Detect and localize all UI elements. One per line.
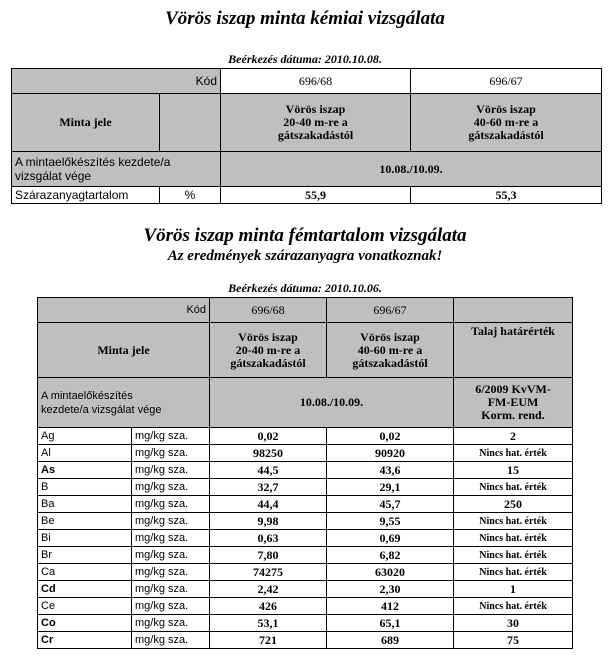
value-cell: 98250: [210, 445, 327, 462]
element-row: [38, 632, 573, 649]
value-cell: 29,1: [327, 479, 454, 496]
limit-cell: 2: [454, 428, 573, 445]
value-cell: 45,7: [327, 496, 454, 513]
value-cell: 721: [210, 632, 327, 649]
soil-limit-header: Talaj határérték: [454, 323, 573, 378]
dry-matter-unit: %: [160, 187, 221, 204]
value-cell: 90920: [327, 445, 454, 462]
arrival-date-2: Beérkezés dátuma: 2010.10.06.: [228, 281, 382, 295]
element-row: [38, 462, 573, 479]
empty-cell: [160, 94, 221, 152]
dry-matter-value: 55,3: [411, 187, 602, 204]
chemical-analysis-table: [11, 68, 602, 204]
code-cell: 696/68: [221, 69, 411, 94]
element-symbol: Cr: [38, 632, 132, 649]
element-row: [38, 496, 573, 513]
unit-cell: mg/kg sza.: [132, 632, 210, 649]
limit-cell: Nincs hat. érték: [454, 564, 573, 581]
element-row: [38, 513, 573, 530]
sample-id-label: Minta jele: [38, 323, 210, 378]
value-cell: 412: [327, 598, 454, 615]
sample-id-row: [12, 94, 602, 152]
unit-cell: mg/kg sza.: [132, 581, 210, 598]
element-symbol: Ba: [38, 496, 132, 513]
limit-cell: Nincs hat. érték: [454, 445, 573, 462]
metal-analysis-subtitle: Az eredmények szárazanyagra vonatkoznak!: [167, 248, 443, 264]
unit-cell: mg/kg sza.: [132, 462, 210, 479]
element-row: [38, 428, 573, 445]
unit-cell: mg/kg sza.: [132, 564, 210, 581]
element-symbol: Cd: [38, 581, 132, 598]
element-symbol: Ce: [38, 598, 132, 615]
limit-cell: Nincs hat. érték: [454, 547, 573, 564]
element-symbol: Be: [38, 513, 132, 530]
value-cell: 53,1: [210, 615, 327, 632]
limit-cell: 1: [454, 581, 573, 598]
element-symbol: B: [38, 479, 132, 496]
unit-cell: mg/kg sza.: [132, 428, 210, 445]
value-cell: 44,4: [210, 496, 327, 513]
unit-cell: mg/kg sza.: [132, 530, 210, 547]
unit-cell: mg/kg sza.: [132, 479, 210, 496]
value-cell: 0,02: [327, 428, 454, 445]
regulation-reference: 6/2009 KvVM- FM-EUM Korm. rend.: [454, 378, 573, 428]
element-row: [38, 547, 573, 564]
limit-cell: Nincs hat. érték: [454, 530, 573, 547]
element-rows: [38, 428, 573, 649]
sample-description: Vörös iszap 20-40 m-re a gátszakadástól: [210, 323, 327, 378]
value-cell: 689: [327, 632, 454, 649]
metal-analysis-title: Vörös iszap minta fémtartalom vizsgálata: [143, 225, 467, 246]
value-cell: 7,80: [210, 547, 327, 564]
value-cell: 63020: [327, 564, 454, 581]
value-cell: 0,63: [210, 530, 327, 547]
sample-description: Vörös iszap 40-60 m-re a gátszakadástól: [327, 323, 454, 378]
unit-cell: mg/kg sza.: [132, 513, 210, 530]
dry-matter-row: [12, 187, 602, 204]
value-cell: 44,5: [210, 462, 327, 479]
limit-cell: 30: [454, 615, 573, 632]
limit-cell: Nincs hat. érték: [454, 513, 573, 530]
unit-cell: mg/kg sza.: [132, 496, 210, 513]
code-row: [38, 298, 573, 323]
value-cell: 65,1: [327, 615, 454, 632]
prep-row: [12, 152, 602, 187]
prep-label: A mintaelőkészítés kezdete/a vizsgálat vége: [12, 152, 221, 187]
sample-id-row: [38, 323, 573, 378]
code-row: [12, 69, 602, 94]
empty-cell: [454, 298, 573, 323]
prep-value: 10.08./10.09.: [210, 378, 454, 428]
code-cell: 696/67: [411, 69, 602, 94]
code-cell: 696/68: [210, 298, 327, 323]
element-symbol: As: [38, 462, 132, 479]
value-cell: 9,98: [210, 513, 327, 530]
element-row: [38, 445, 573, 462]
value-cell: 0,02: [210, 428, 327, 445]
limit-cell: Nincs hat. érték: [454, 479, 573, 496]
value-cell: 6,82: [327, 547, 454, 564]
dry-matter-label: Szárazanyagtartalom: [12, 187, 160, 204]
unit-cell: mg/kg sza.: [132, 445, 210, 462]
dry-matter-value: 55,9: [221, 187, 411, 204]
unit-cell: mg/kg sza.: [132, 615, 210, 632]
element-row: [38, 598, 573, 615]
code-label: Kód: [38, 298, 210, 323]
unit-cell: mg/kg sza.: [132, 547, 210, 564]
value-cell: 426: [210, 598, 327, 615]
limit-cell: 250: [454, 496, 573, 513]
prep-value: 10.08./10.09.: [221, 152, 602, 187]
limit-cell: 15: [454, 462, 573, 479]
element-row: [38, 530, 573, 547]
limit-cell: 75: [454, 632, 573, 649]
value-cell: 0,69: [327, 530, 454, 547]
element-symbol: Bi: [38, 530, 132, 547]
chemical-analysis-title: Vörös iszap minta kémiai vizsgálata: [165, 8, 445, 29]
element-symbol: Al: [38, 445, 132, 462]
prep-row: [38, 378, 573, 428]
element-row: [38, 564, 573, 581]
code-label: Kód: [12, 69, 221, 94]
arrival-date-1: Beérkezés dátuma: 2010.10.08.: [228, 52, 382, 66]
limit-cell: Nincs hat. érték: [454, 598, 573, 615]
sample-id-label: Minta jele: [12, 94, 160, 152]
element-row: [38, 581, 573, 598]
element-symbol: Ag: [38, 428, 132, 445]
value-cell: 9,55: [327, 513, 454, 530]
element-row: [38, 615, 573, 632]
metal-analysis-table: [37, 297, 573, 649]
element-symbol: Co: [38, 615, 132, 632]
code-cell: 696/67: [327, 298, 454, 323]
element-symbol: Br: [38, 547, 132, 564]
sample-description: Vörös iszap 40-60 m-re a gátszakadástól: [411, 94, 602, 152]
prep-label: A mintaelőkészítés kezdete/a vizsgálat vége: [38, 378, 210, 428]
unit-cell: mg/kg sza.: [132, 598, 210, 615]
value-cell: 32,7: [210, 479, 327, 496]
value-cell: 43,6: [327, 462, 454, 479]
value-cell: 2,42: [210, 581, 327, 598]
sample-description: Vörös iszap 20-40 m-re a gátszakadástól: [221, 94, 411, 152]
element-row: [38, 479, 573, 496]
value-cell: 74275: [210, 564, 327, 581]
value-cell: 2,30: [327, 581, 454, 598]
element-symbol: Ca: [38, 564, 132, 581]
